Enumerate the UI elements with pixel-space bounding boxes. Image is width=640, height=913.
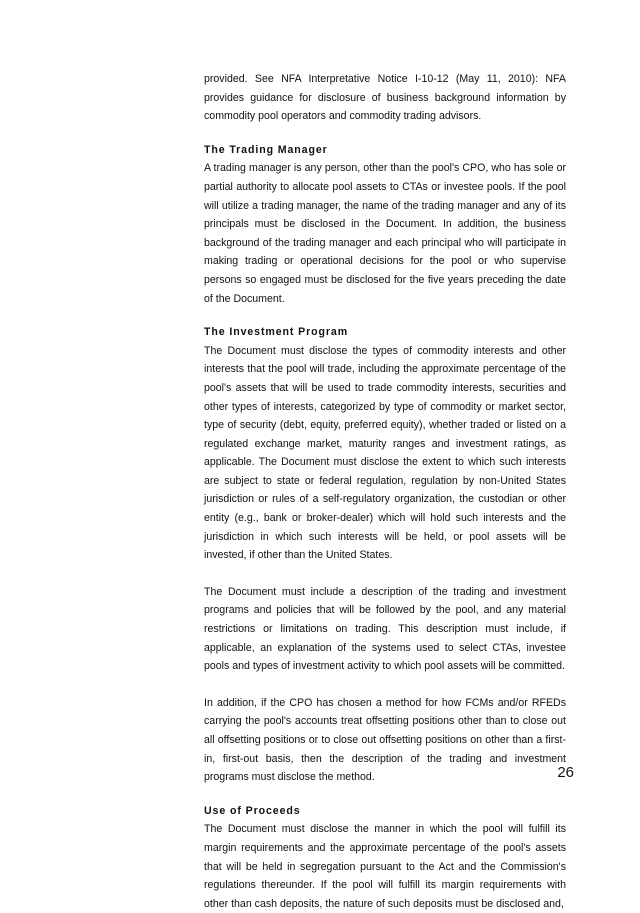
heading-use-of-proceeds: Use of Proceeds	[204, 804, 301, 817]
paragraph-intro: provided. See NFA Interpretative Notice I-10-12 (May 11, 2010): NFA provides guidance for disclosure of business background information by commodity pool operators and commodity trading advisors.	[204, 73, 566, 123]
paragraph-investment-program-2: The Document must include a description of the trading and investment programs and policies that will be followed by the pool, and any material restrictions or limitations on trading. This description must include, if applicable, an explanation of the systems used to select CTAs, investee pools and types of investment activity to which pool assets will be committed.	[204, 585, 566, 673]
paragraph-investment-program-1: The Document must disclose the types of commodity interests and other interests that the pool will trade, including the approximate percentage of the pool's assets that will be used to trade commodity interests, securities and other types of interests, categorized by type of commodity or market sector, type of security (debt, equity, preferred equity), whether traded or listed on a regulated exchange market, maturity ranges and investment ratings, as applicable. The Document must disclose the extent to which such interests are subject to state or federal regulation, regulation by non-United States jurisdiction or rules of a self-regulatory organization, the custodian or other entity (e.g., bank or broker-dealer) which will hold such interests and the jurisdiction in which such interests will be held, or pool assets will be invested, if other than the United States.	[204, 344, 566, 562]
paragraph-investment-program-3: In addition, if the CPO has chosen a method for how FCMs and/or RFEDs carrying the pool's accounts treat offsetting positions other than to close out all offsetting positions or to close out offsetting positions on other than a first-in, first-out basis, then the description of the trading and investment programs must disclose the method.	[204, 696, 566, 784]
paragraph-trading-manager: A trading manager is any person, other than the pool's CPO, who has sole or partial authority to allocate pool assets to CTAs or investee pools. If the pool will utilize a trading manager, the name of the trading manager and any of its principals must be disclosed in the Document. In addition, the business background of the trading manager and each principal who will participate in making trading or operational decisions for the pool or who supervise persons so engaged must be disclosed for the five years preceding the date of the Document.	[204, 162, 566, 305]
page-number: 26	[557, 764, 574, 781]
heading-investment-program: The Investment Program	[204, 326, 349, 339]
heading-trading-manager: The Trading Manager	[204, 143, 328, 156]
document-body	[204, 70, 566, 913]
paragraph-use-of-proceeds: The Document must disclose the manner in which the pool will fulfill its margin requirements and the approximate percentage of the pool's assets that will be held in segregation pursuant to the Act and the Commission's regulations thereunder. If the pool will fulfill its margin requirements with other than cash deposits, the nature of such deposits must be disclosed and,	[204, 823, 566, 910]
